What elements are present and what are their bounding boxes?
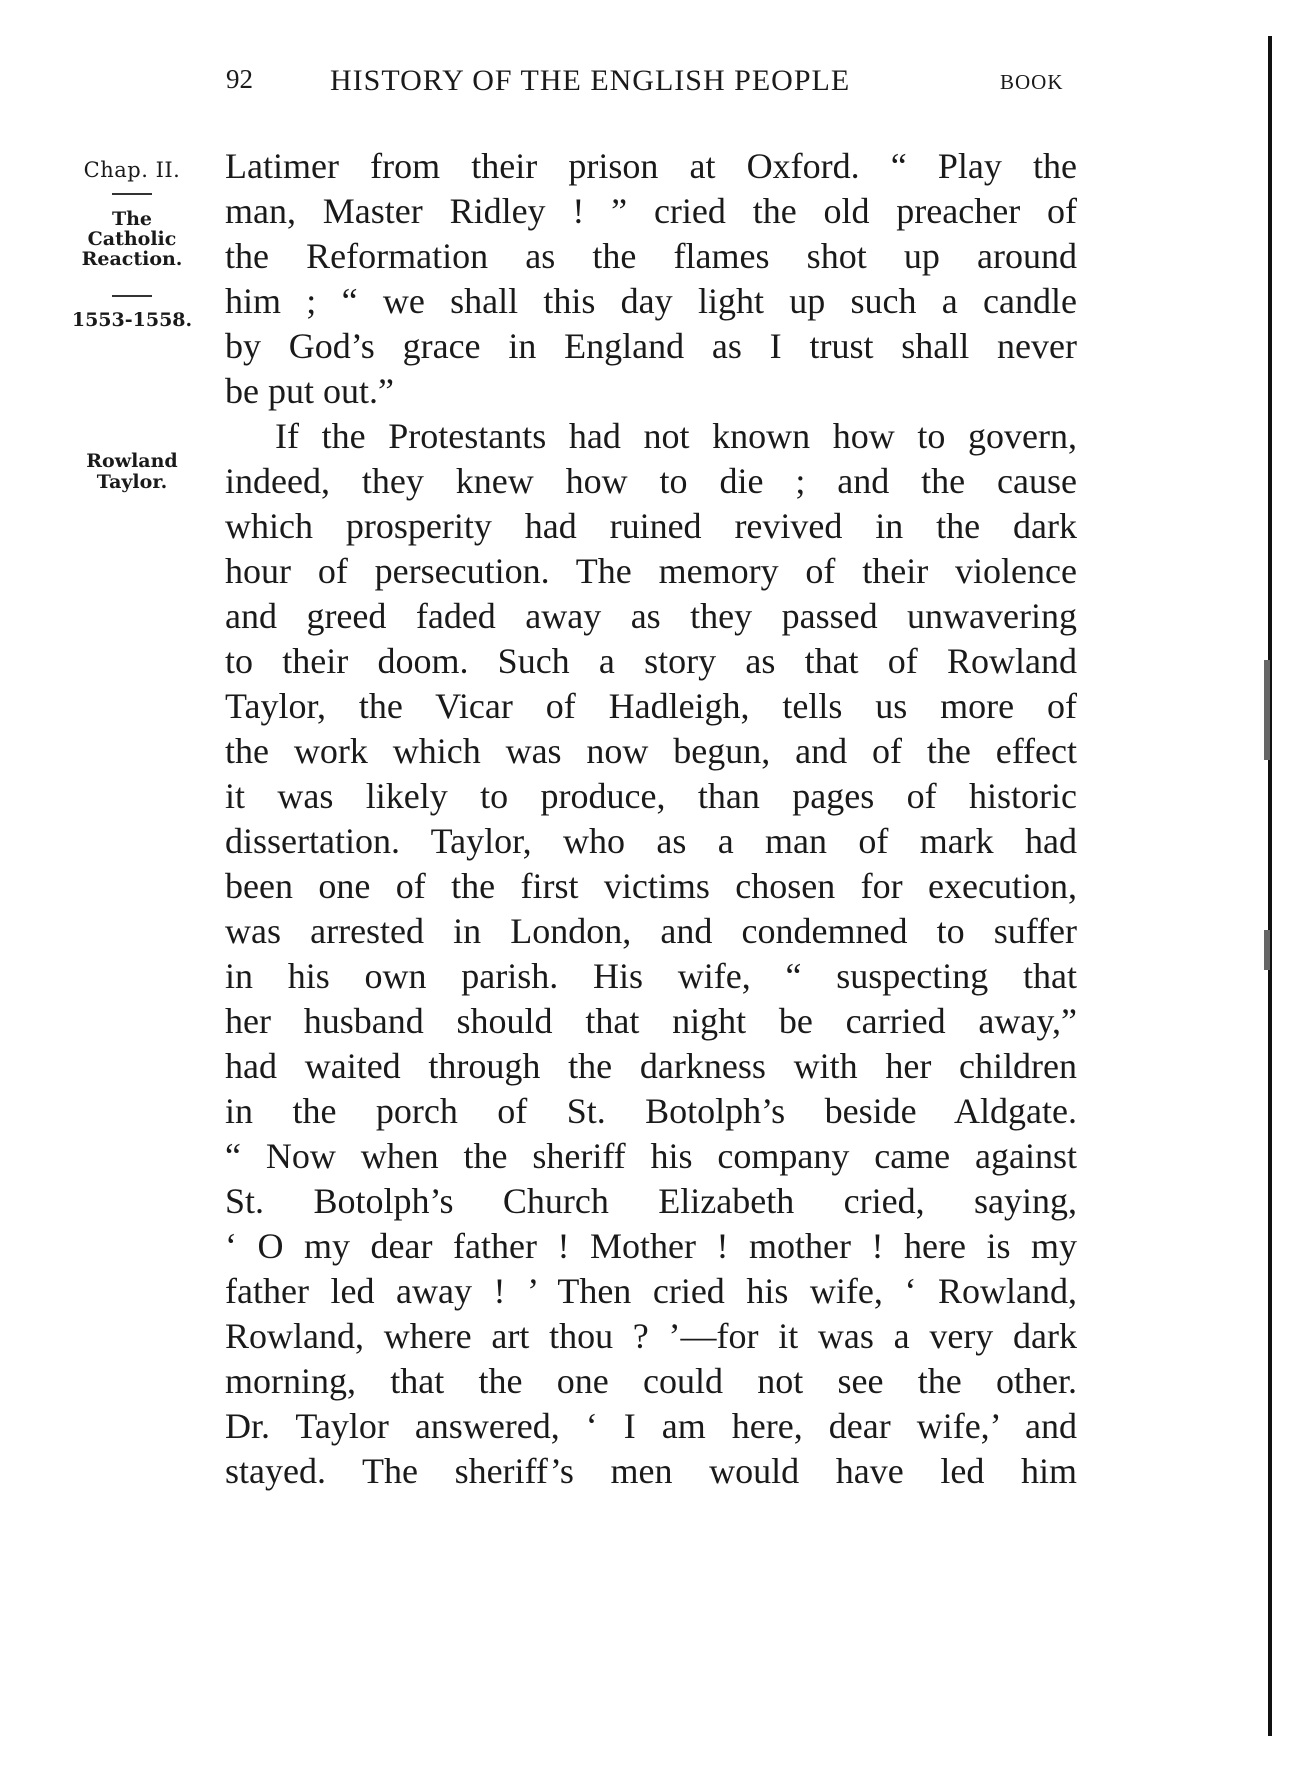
text-line: in his own parish. His wife, “ suspecting that [225,956,1077,996]
text-line: and greed faded away as they passed unwavering [225,596,1077,636]
text-line: stayed. The sheriff’s men would have led him [225,1451,1077,1491]
text-line: the work which was now begun, and of the effect [225,731,1077,771]
text-line: the Reformation as the flames shot up around [225,236,1077,276]
text-line: Dr. Taylor answered, ‘ I am here, dear wife,’ and [225,1406,1077,1446]
text-line: Taylor, the Vicar of Hadleigh, tells us more of [225,686,1077,726]
text-line: Rowland, where art thou ? ’—for it was a very dark [225,1316,1077,1356]
text-line: “ Now when the sheriff his company came against [225,1136,1077,1176]
text-line: had waited through the darkness with her children [225,1046,1077,1086]
text-line: been one of the first victims chosen for execution, [225,866,1077,906]
text-line: ‘ O my dear father ! Mother ! mother ! here is my [225,1226,1077,1266]
text-line: her husband should that night be carried away,” [225,1001,1077,1041]
side-note-topic [68,451,196,493]
text-line: indeed, they knew how to die ; and the cause [225,461,1077,501]
text-line: If the Protestants had not known how to govern, [275,416,1077,456]
side-note-line: Taylor. [96,471,168,493]
text-line: by God’s grace in England as I trust shall never [225,326,1077,366]
text-line: St. Botolph’s Church Elizabeth cried, saying, [225,1181,1077,1221]
margin-rule [112,193,152,195]
page-edge-line [1268,36,1272,1736]
date-range: 1553-1558. [71,309,193,331]
running-header [0,64,1300,114]
scan-edge-mark [1264,930,1270,970]
chapter-label: Chap. II. [83,158,181,182]
running-title: HISTORY OF THE ENGLISH PEOPLE [330,64,851,97]
text-line: which prosperity had ruined revived in the dark [225,506,1077,546]
section-title [68,209,196,269]
text-line: man, Master Ridley ! ” cried the old preacher of [225,191,1077,231]
margin-rule [112,295,152,297]
text-line: father led away ! ’ Then cried his wife, ‘ Rowland, [225,1271,1077,1311]
text-line: morning, that the one could not see the other. [225,1361,1077,1401]
book-label: BOOK [1000,70,1064,94]
text-line: was arrested in London, and condemned to suffer [225,911,1077,951]
text-line: Latimer from their prison at Oxford. “ Play the [225,146,1077,186]
page-number: 92 [226,64,253,94]
text-line: dissertation. Taylor, who as a man of mark had [225,821,1077,861]
text-line: hour of persecution. The memory of their violence [225,551,1077,591]
text-line: him ; “ we shall this day light up such a candle [225,281,1077,321]
text-line: to their doom. Such a story as that of Rowland [225,641,1077,681]
text-line: in the porch of St. Botolph’s beside Aldgate. [225,1091,1077,1131]
section-title-line: Reaction. [81,248,183,270]
text-line: be put out.” [225,371,394,411]
section-title-line: The [111,208,153,230]
section-title-line: Catholic [87,228,177,250]
scan-edge-mark [1264,660,1270,760]
side-note-line: Rowland [86,450,178,472]
text-line: it was likely to produce, than pages of historic [225,776,1077,816]
